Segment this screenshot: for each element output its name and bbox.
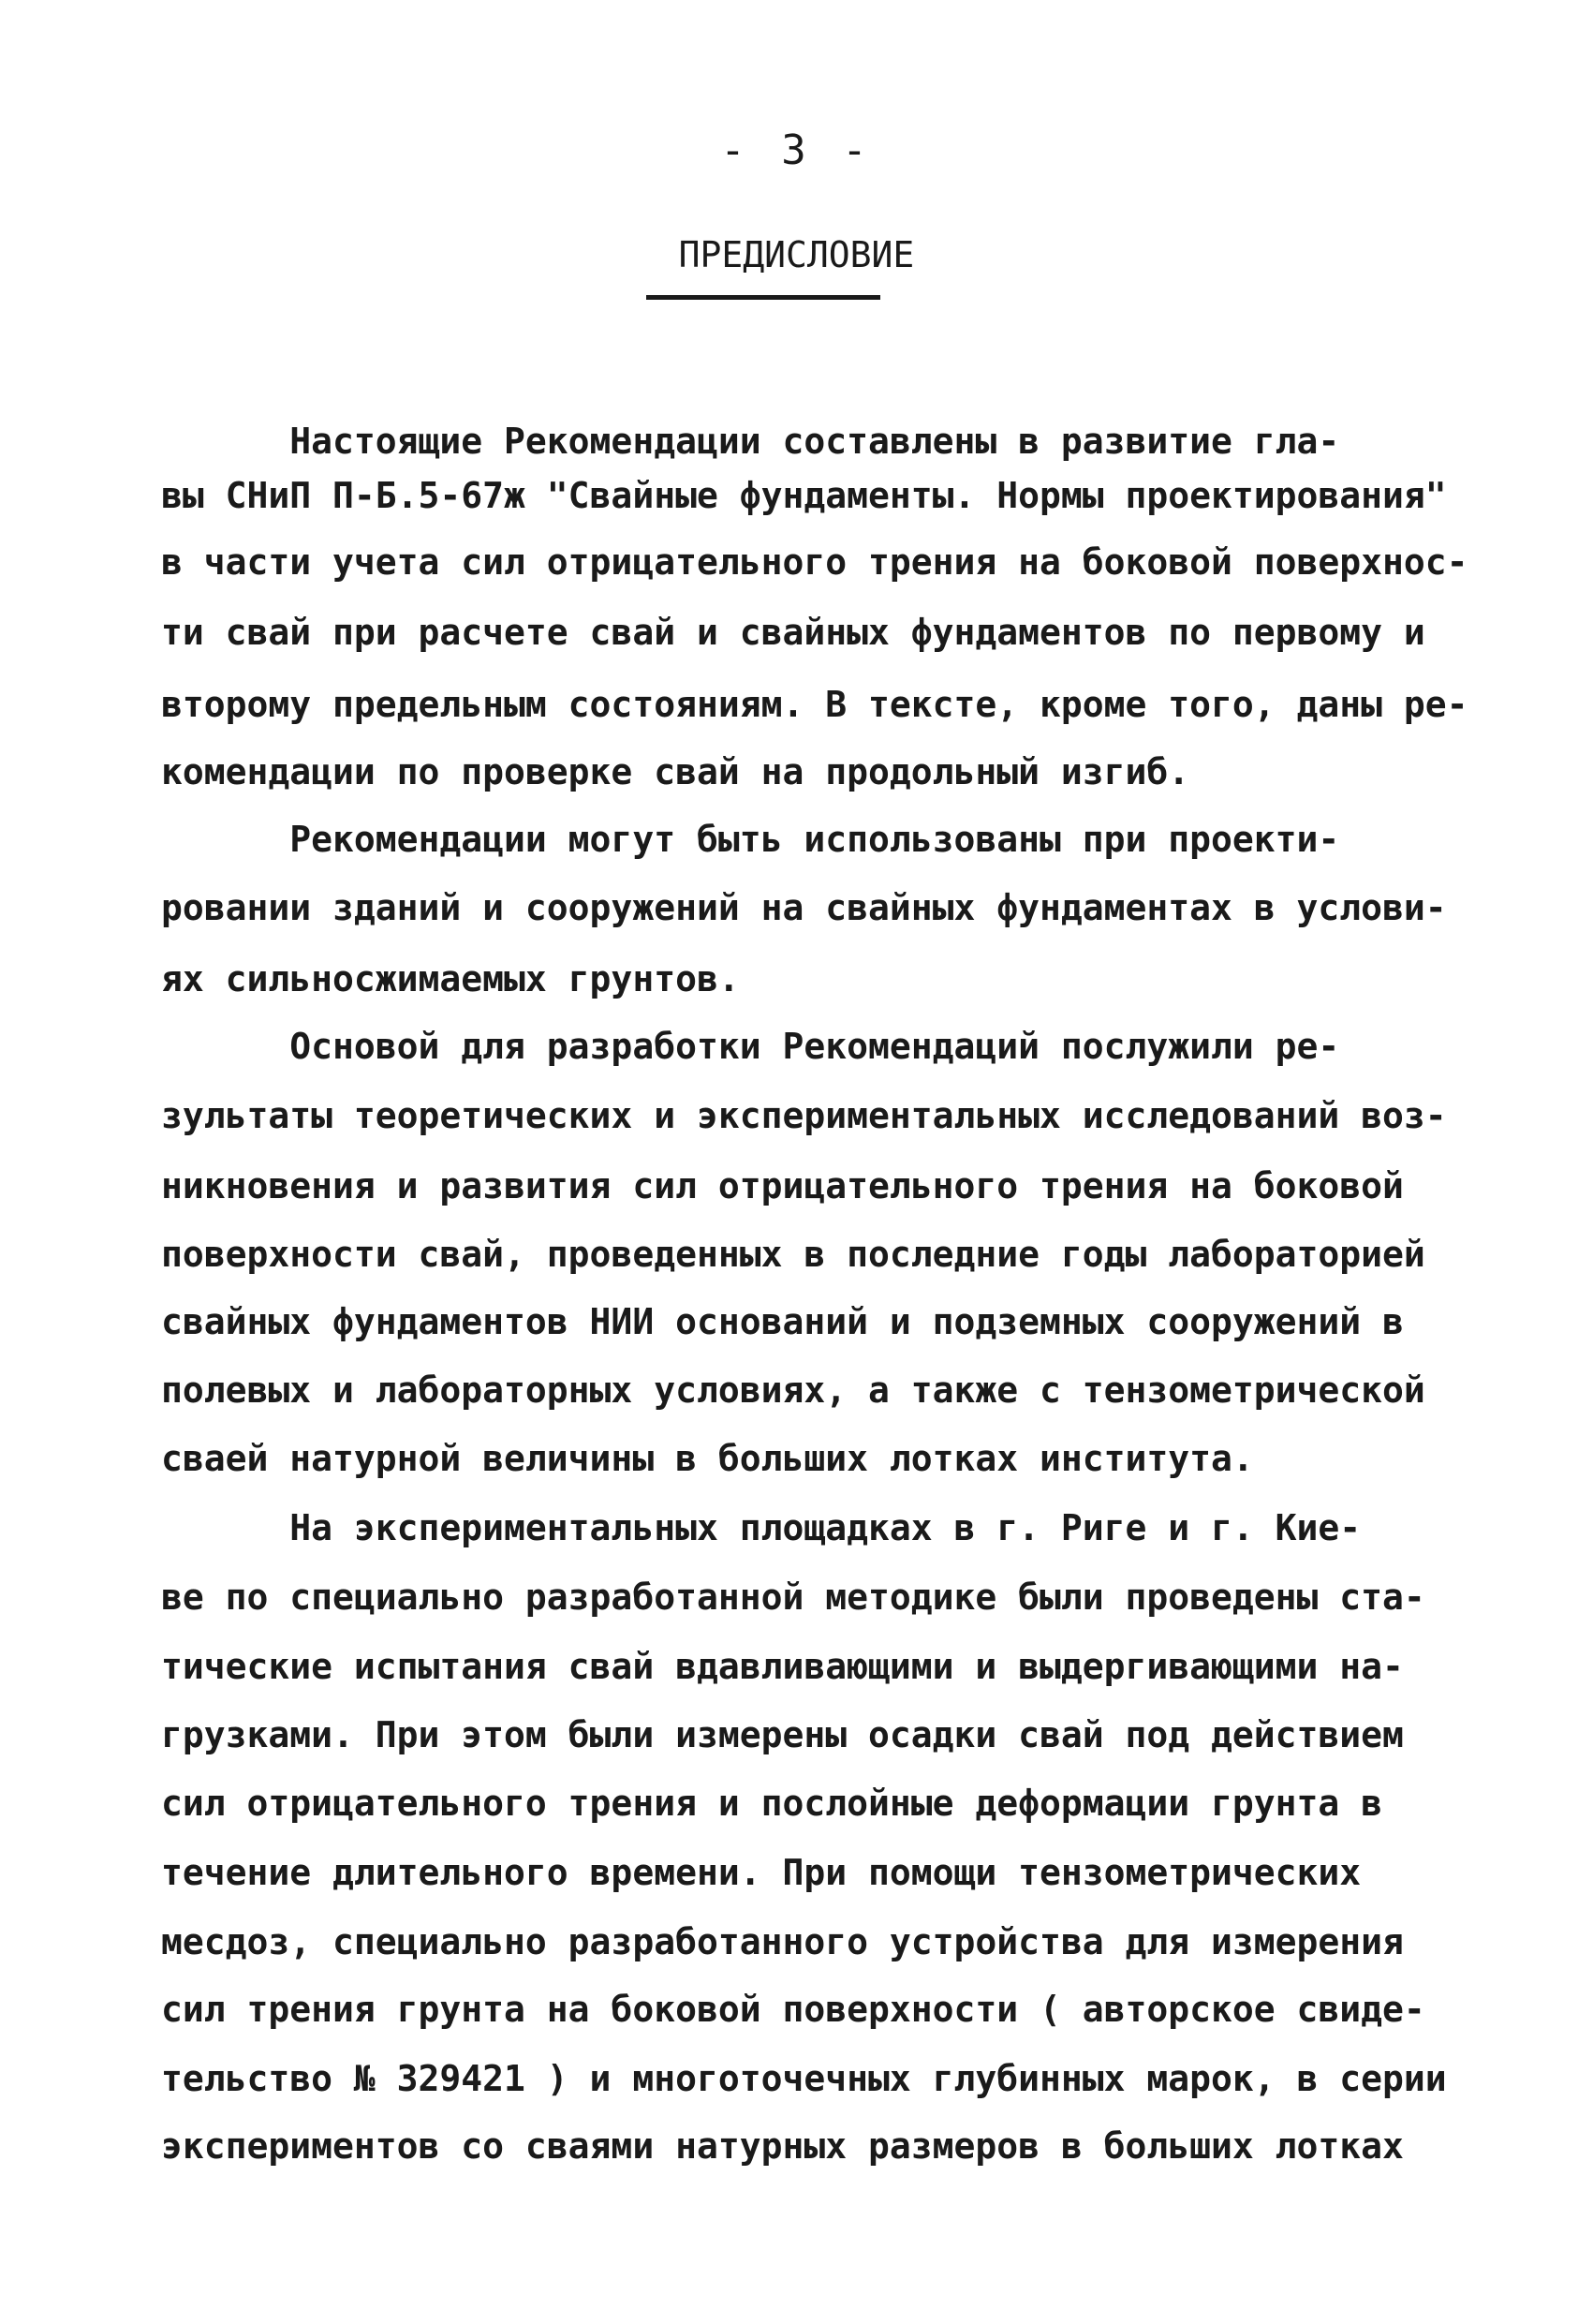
text-line: поверхности свай, проведенных в последние годы лабораторией <box>161 1234 1425 1275</box>
text-line: свайных фундаментов НИИ оснований и подземных сооружений в <box>161 1301 1404 1342</box>
page-number: - 3 - <box>720 126 873 174</box>
text-line: в части учета сил отрицательного трения на боковой поверхнос- <box>161 541 1468 583</box>
heading-underline <box>646 295 880 300</box>
text-line: сил трения грунта на боковой поверхности ( авторское свиде- <box>161 1989 1425 2030</box>
text-line: никновения и развития сил отрицательного трения на боковой <box>161 1165 1404 1206</box>
text-line: грузками. При этом были измерены осадки свай под действием <box>161 1714 1404 1755</box>
text-line: месдоз, специально разработанного устройства для измерения <box>161 1921 1404 1962</box>
text-line: зультаты теоретических и экспериментальных исследований воз- <box>161 1095 1447 1136</box>
text-line: Настоящие Рекомендации составлены в развитие гла- <box>161 421 1340 462</box>
text-line: сваей натурной величины в больших лотках института. <box>161 1438 1254 1479</box>
text-line: вы СНиП П-Б.5-67ж "Свайные фундаменты. Нормы проектирования" <box>161 475 1447 516</box>
text-line: тельство № 329421 ) и многоточечных глубинных марок, в серии <box>161 2058 1447 2099</box>
text-line: ях сильносжимаемых грунтов. <box>161 958 740 999</box>
section-heading: ПРЕДИСЛОВИЕ <box>678 234 915 275</box>
text-line: На экспериментальных площадках в г. Риге и г. Кие- <box>161 1507 1362 1548</box>
text-line: ве по специально разработанной методике были проведены ста- <box>161 1576 1425 1618</box>
text-line: Рекомендации могут быть использованы при проекти- <box>161 819 1340 860</box>
text-line: тические испытания свай вдавливающими и выдергивающими на- <box>161 1646 1404 1687</box>
text-line: сил отрицательного трения и послойные деформации грунта в <box>161 1783 1383 1824</box>
text-line: ровании зданий и сооружений на свайных фундаментах в услови- <box>161 887 1447 928</box>
text-line: экспериментов со сваями натурных размеров в больших лотках <box>161 2125 1404 2167</box>
text-line: второму предельным состояниям. В тексте, кроме того, даны ре- <box>161 684 1468 725</box>
text-line: полевых и лабораторных условиях, а также с тензометрической <box>161 1369 1425 1411</box>
text-line: комендации по проверке свай на продольный изгиб. <box>161 751 1190 792</box>
text-line: Основой для разработки Рекомендаций послужили ре- <box>161 1026 1340 1067</box>
text-line: течение длительного времени. При помощи тензометрических <box>161 1852 1362 1893</box>
text-line: ти свай при расчете свай и свайных фундаментов по первому и <box>161 612 1425 653</box>
